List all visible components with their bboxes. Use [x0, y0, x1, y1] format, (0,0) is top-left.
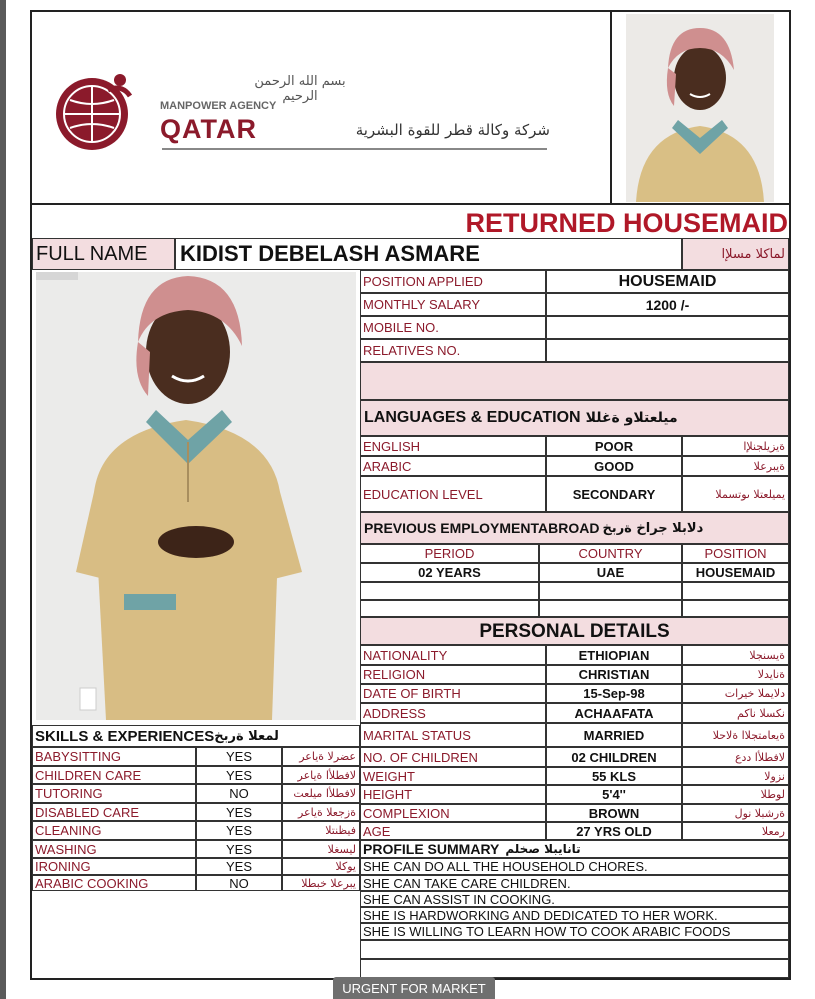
height-value: 5'4'' — [546, 785, 682, 804]
height-arabic: لوطلا — [682, 785, 789, 804]
bismillah: بسم الله الرحمن الرحيم — [254, 74, 346, 104]
urgent-for-market-badge[interactable]: URGENT FOR MARKET — [333, 977, 495, 999]
date-of-birth-arabic: دلايملا خيرات — [682, 684, 789, 703]
employment-blank-cell — [360, 582, 539, 600]
profile-summary-header — [360, 840, 789, 858]
children-care-label: CHILDREN CARE — [32, 766, 196, 784]
no-of-children-value: 02 CHILDREN — [546, 747, 682, 767]
complexion-label: COMPLEXION — [360, 804, 546, 822]
ironing-label: IRONING — [32, 858, 196, 875]
period-header: PERIOD — [360, 544, 539, 563]
full-name-arabic: لماكلا مسلإا — [682, 238, 789, 270]
age-label: AGE — [360, 822, 546, 840]
babysitting-label: BABYSITTING — [32, 747, 196, 766]
agency-name-arabic: شركة وكالة قطر للقوة البشرية — [355, 121, 550, 139]
nationality-arabic: ةيسنجلا — [682, 645, 789, 665]
relatives-no-value — [546, 339, 789, 362]
blank-pink-band — [360, 362, 789, 400]
english-label: ENGLISH — [360, 436, 546, 456]
profile-line — [360, 940, 789, 959]
children-care-value: YES — [196, 766, 282, 784]
age-value: 27 YRS OLD — [546, 822, 682, 840]
age-arabic: رمعلا — [682, 822, 789, 840]
profile-summary-title-arabic: تانايبلا صخلم — [505, 842, 581, 856]
tutoring-arabic: لافطلأا ميلعت — [282, 784, 360, 803]
arabic-value: GOOD — [546, 456, 682, 476]
arabic-cooking-arabic: يبرعلا خبطلا — [282, 875, 360, 891]
languages-title-arabic: ميلعتلاو ةغللا — [585, 410, 678, 426]
address-arabic: نكسلا ناكم — [682, 703, 789, 723]
english-value: POOR — [546, 436, 682, 456]
nationality-value: ETHIOPIAN — [546, 645, 682, 665]
arabic-cooking-label: ARABIC COOKING — [32, 875, 196, 891]
no-of-children-arabic: لافطلأا ددع — [682, 747, 789, 767]
tutoring-label: TUTORING — [32, 784, 196, 803]
skills-title-arabic: لمعلا ةربخ — [214, 728, 279, 744]
nationality-label: NATIONALITY — [360, 645, 546, 665]
complexion-value: BROWN — [546, 804, 682, 822]
employment-blank-cell — [682, 582, 789, 600]
header-divider — [610, 10, 612, 205]
address-label: ADDRESS — [360, 703, 546, 723]
full-body-photo — [36, 272, 356, 720]
disabled-care-value: YES — [196, 803, 282, 821]
previous-employment-title-arabic: دلابلا جراخ ةربخ — [602, 520, 704, 536]
weight-arabic: نزولا — [682, 767, 789, 785]
english-arabic: ةيزيلجنلإا — [682, 436, 789, 456]
education-level-label: EDUCATION LEVEL — [360, 476, 546, 512]
disabled-care-label: DISABLED CARE — [32, 803, 196, 821]
weight-label: WEIGHT — [360, 767, 546, 785]
languages-header — [360, 400, 789, 436]
disabled-care-arabic: ةزجعلا ةياعر — [282, 803, 360, 821]
education-level-arabic: يميلعتلا ىوتسملا — [682, 476, 789, 512]
position-applied-label: POSITION APPLIED — [360, 270, 546, 293]
employment-blank-cell — [539, 582, 682, 600]
marital-status-arabic: ةيعامتجلاا ةلاحلا — [682, 723, 789, 747]
portrait-photo — [626, 14, 774, 202]
previous-employment-title: PREVIOUS EMPLOYMENTABROAD — [364, 520, 600, 536]
height-label: HEIGHT — [360, 785, 546, 804]
washing-arabic: ليسغلا — [282, 840, 360, 858]
employment-period: 02 YEARS — [360, 563, 539, 582]
education-level-value: SECONDARY — [546, 476, 682, 512]
address-value: ACHAAFATA — [546, 703, 682, 723]
employment-position: HOUSEMAID — [682, 563, 789, 582]
religion-arabic: ةنايدلا — [682, 665, 789, 684]
profile-line: SHE CAN ASSIST IN COOKING. — [360, 891, 789, 907]
employment-blank-cell — [682, 600, 789, 617]
country-header: COUNTRY — [539, 544, 682, 563]
cleaning-label: CLEANING — [32, 821, 196, 840]
monthly-salary-label: MONTHLY SALARY — [360, 293, 546, 316]
tutoring-value: NO — [196, 784, 282, 803]
children-care-arabic: لافطلأا ةياعر — [282, 766, 360, 784]
languages-title: LANGUAGES & EDUCATION — [364, 409, 581, 426]
mobile-no-label: MOBILE NO. — [360, 316, 546, 339]
skills-header — [32, 725, 360, 747]
position-applied-value: HOUSEMAID — [546, 270, 789, 293]
profile-line — [360, 959, 789, 978]
religion-value: CHRISTIAN — [546, 665, 682, 684]
previous-employment-header — [360, 512, 789, 544]
no-of-children-label: NO. OF CHILDREN — [360, 747, 546, 767]
washing-value: YES — [196, 840, 282, 858]
arabic-cooking-value: NO — [196, 875, 282, 891]
skills-title: SKILLS & EXPERIENCES — [35, 727, 215, 745]
agency-name-top: MANPOWER AGENCY — [160, 100, 277, 112]
profile-line: SHE IS HARDWORKING AND DEDICATED TO HER WORK. — [360, 907, 789, 923]
arabic-arabic: ةيبرعلا — [682, 456, 789, 476]
date-of-birth-value: 15-Sep-98 — [546, 684, 682, 703]
cleaning-value: YES — [196, 821, 282, 840]
mobile-no-value — [546, 316, 789, 339]
full-name-value: KIDIST DEBELASH ASMARE — [175, 238, 682, 270]
profile-line: SHE CAN DO ALL THE HOUSEHOLD CHORES. — [360, 858, 789, 875]
employment-country: UAE — [539, 563, 682, 582]
complexion-arabic: ةرشبلا نول — [682, 804, 789, 822]
personal-details-title: PERSONAL DETAILS — [360, 617, 789, 645]
weight-value: 55 KLS — [546, 767, 682, 785]
position-header: POSITION — [682, 544, 789, 563]
date-of-birth-label: DATE OF BIRTH — [360, 684, 546, 703]
babysitting-arabic: عضرلا ةياعر — [282, 747, 360, 766]
ironing-arabic: يوكلا — [282, 858, 360, 875]
arabic-label: ARABIC — [360, 456, 546, 476]
agency-name-main: QATAR — [160, 114, 257, 144]
profile-line: SHE IS WILLING TO LEARN HOW TO COOK ARABIC FOODS — [360, 923, 789, 940]
relatives-no-label: RELATIVES NO. — [360, 339, 546, 362]
employment-blank-cell — [539, 600, 682, 617]
monthly-salary-value: 1200 /- — [546, 293, 789, 316]
marital-status-label: MARITAL STATUS — [360, 723, 546, 747]
full-name-label: FULL NAME — [32, 238, 175, 270]
marital-status-value: MARRIED — [546, 723, 682, 747]
washing-label: WASHING — [32, 840, 196, 858]
returned-housemaid-banner: RETURNED HOUSEMAID — [465, 208, 788, 238]
profile-summary-title: PROFILE SUMMARY — [363, 841, 500, 857]
window-edge — [0, 0, 6, 999]
profile-line: SHE CAN TAKE CARE CHILDREN. — [360, 875, 789, 891]
agency-logo — [50, 70, 134, 154]
ironing-value: YES — [196, 858, 282, 875]
logo-underline — [162, 148, 547, 150]
cleaning-arabic: فيظنتلا — [282, 821, 360, 840]
employment-blank-cell — [360, 600, 539, 617]
religion-label: RELIGION — [360, 665, 546, 684]
babysitting-value: YES — [196, 747, 282, 766]
header-bottom-line — [30, 203, 791, 205]
